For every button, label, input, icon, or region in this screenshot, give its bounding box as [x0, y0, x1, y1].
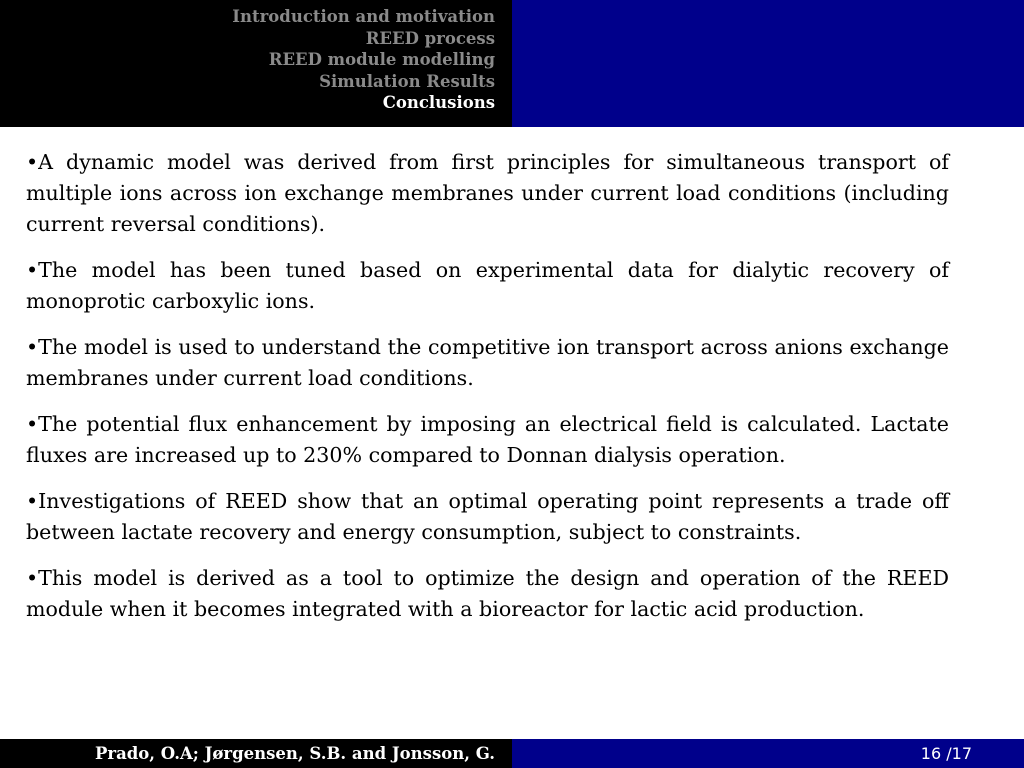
bullet-text: A dynamic model was derived from first principles for simultaneous transport of multiple ions across ion exchange membranes under current load conditions (including current reversal conditions). — [26, 150, 949, 236]
header-blue-panel — [512, 0, 1024, 127]
bullet-item — [26, 332, 949, 394]
bullet-text: The potential flux enhancement by imposing an electrical field is calculated. Lactate fluxes are increased up to 230% compared to Donnan dialysis operation. — [26, 412, 949, 467]
page-number: 16 /17 — [920, 744, 972, 763]
nav-item-simulation-results[interactable]: Simulation Results — [319, 71, 495, 91]
bullet-item — [26, 486, 949, 548]
footer-authors: Prado, O.A; Jørgensen, S.B. and Jonsson, G. — [94, 744, 495, 763]
bullet-item — [26, 563, 949, 625]
footer-page-panel — [512, 739, 1024, 768]
bullet-icon: • — [26, 489, 39, 513]
bullet-icon: • — [26, 150, 39, 174]
bullet-item — [26, 409, 949, 471]
nav-item-conclusions[interactable]: Conclusions — [382, 93, 495, 112]
bullet-icon: • — [26, 258, 39, 282]
bullet-icon: • — [26, 412, 39, 436]
bullet-item — [26, 255, 949, 317]
section-navigation — [0, 0, 512, 127]
bullet-icon: • — [26, 566, 39, 590]
nav-item-introduction[interactable]: Introduction and motivation — [232, 7, 495, 26]
conclusions-list — [26, 147, 949, 640]
footer-authors-panel — [0, 739, 512, 768]
footer-bar — [0, 739, 1024, 768]
nav-item-reed-module-modelling[interactable]: REED module modelling — [268, 50, 495, 69]
bullet-text: This model is derived as a tool to optimize the design and operation of the REED module when it becomes integrated with a bioreactor for lactic acid production. — [26, 566, 949, 621]
header-bar — [0, 0, 1024, 127]
bullet-icon: • — [26, 335, 39, 359]
bullet-text: The model has been tuned based on experimental data for dialytic recovery of monoprotic carboxylic ions. — [26, 258, 949, 313]
bullet-item — [26, 147, 949, 240]
bullet-text: Investigations of REED show that an optimal operating point represents a trade off between lactate recovery and energy consumption, subject to constraints. — [26, 489, 949, 544]
nav-item-reed-process[interactable]: REED process — [365, 28, 495, 48]
bullet-text: The model is used to understand the competitive ion transport across anions exchange membranes under current load conditions. — [26, 335, 949, 390]
